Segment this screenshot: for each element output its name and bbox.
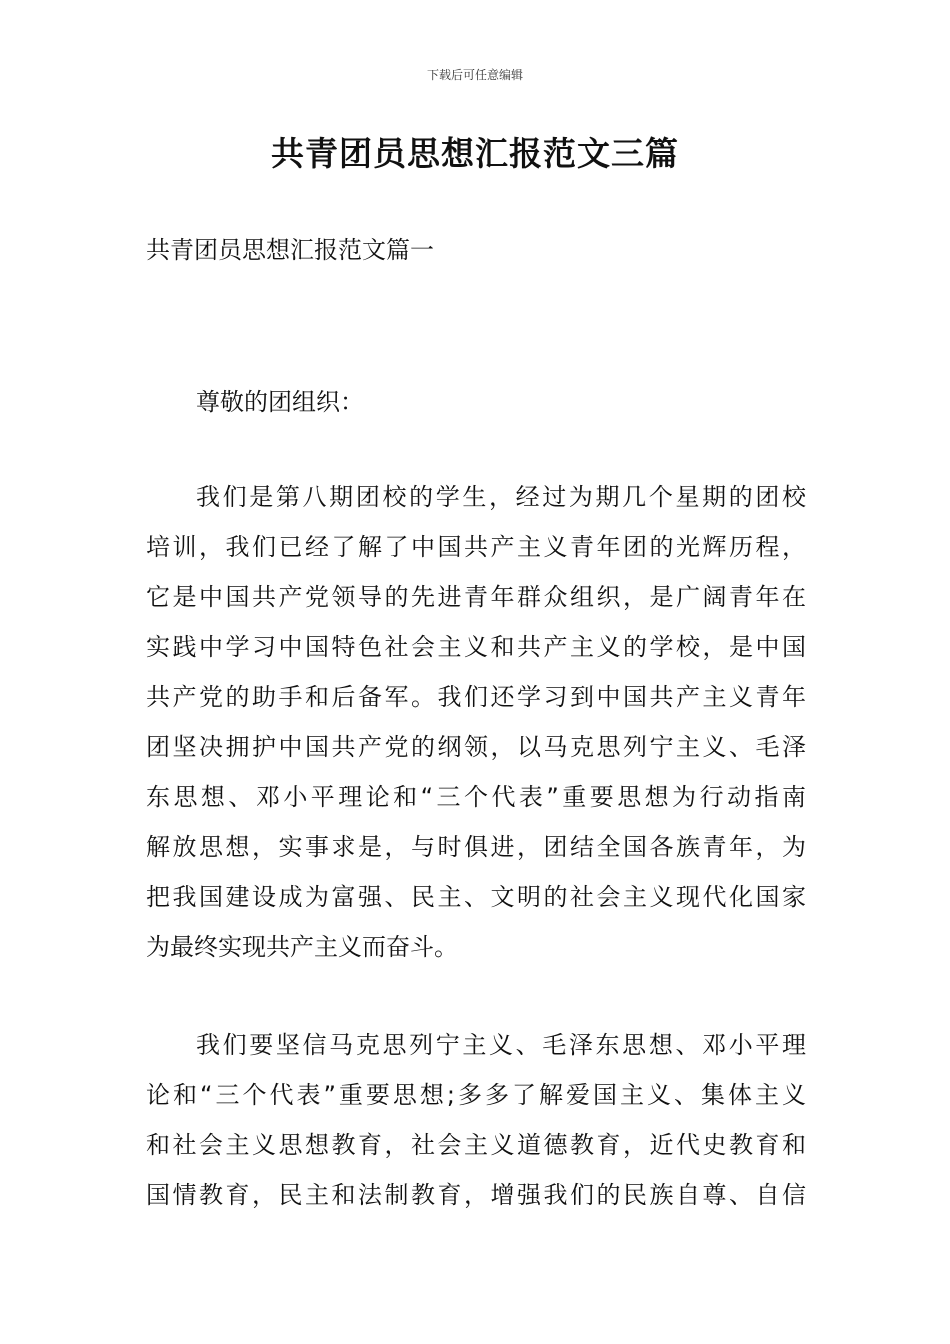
paragraph-line: 我们是第八期团校的学生，经过为期几个星期的团校 [196, 483, 806, 511]
paragraph-line: 实践中学习中国特色社会主义和共产主义的学校，是中国 [146, 633, 806, 661]
paragraph-line: 解放思想，实事求是，与时俱进，团结全国各族青年，为 [146, 833, 806, 861]
paragraph-line: 它是中国共产党领导的先进青年群众组织，是广阔青年在 [146, 583, 806, 611]
section-heading: 共青团员思想汇报范文篇一 [146, 236, 434, 264]
paragraph-line: 共产党的助手和后备军。我们还学习到中国共产主义青年 [146, 683, 806, 711]
paragraph-line: 把我国建设成为富强、民主、文明的社会主义现代化国家 [146, 883, 806, 911]
header-note: 下载后可任意编辑 [426, 68, 523, 82]
paragraph-line: 国情教育，民主和法制教育，增强我们的民族自尊、自信 [146, 1181, 806, 1209]
paragraph-line: 为最终实现共产主义而奋斗。 [146, 933, 458, 961]
paragraph-line: 我们要坚信马克思列宁主义、毛泽东思想、邓小平理 [196, 1031, 806, 1059]
paragraph-line: 团坚决拥护中国共产党的纲领，以马克思列宁主义、毛泽 [146, 733, 806, 761]
paragraph-line: 培训，我们已经了解了中国共产主义青年团的光辉历程， [146, 533, 806, 561]
document-title: 共青团员思想汇报范文三篇 [271, 134, 679, 173]
paragraph-line: 东思想、邓小平理论和“三个代表”重要思想为行动指南 [146, 783, 806, 811]
salutation: 尊敬的团组织： [196, 388, 364, 416]
paragraph-2 [146, 1020, 806, 1220]
paragraph-1 [146, 472, 806, 972]
paragraph-line: 和社会主义思想教育，社会主义道德教育，近代史教育和 [146, 1131, 806, 1159]
paragraph-line: 论和“三个代表”重要思想;多多了解爱国主义、集体主义 [146, 1081, 806, 1109]
